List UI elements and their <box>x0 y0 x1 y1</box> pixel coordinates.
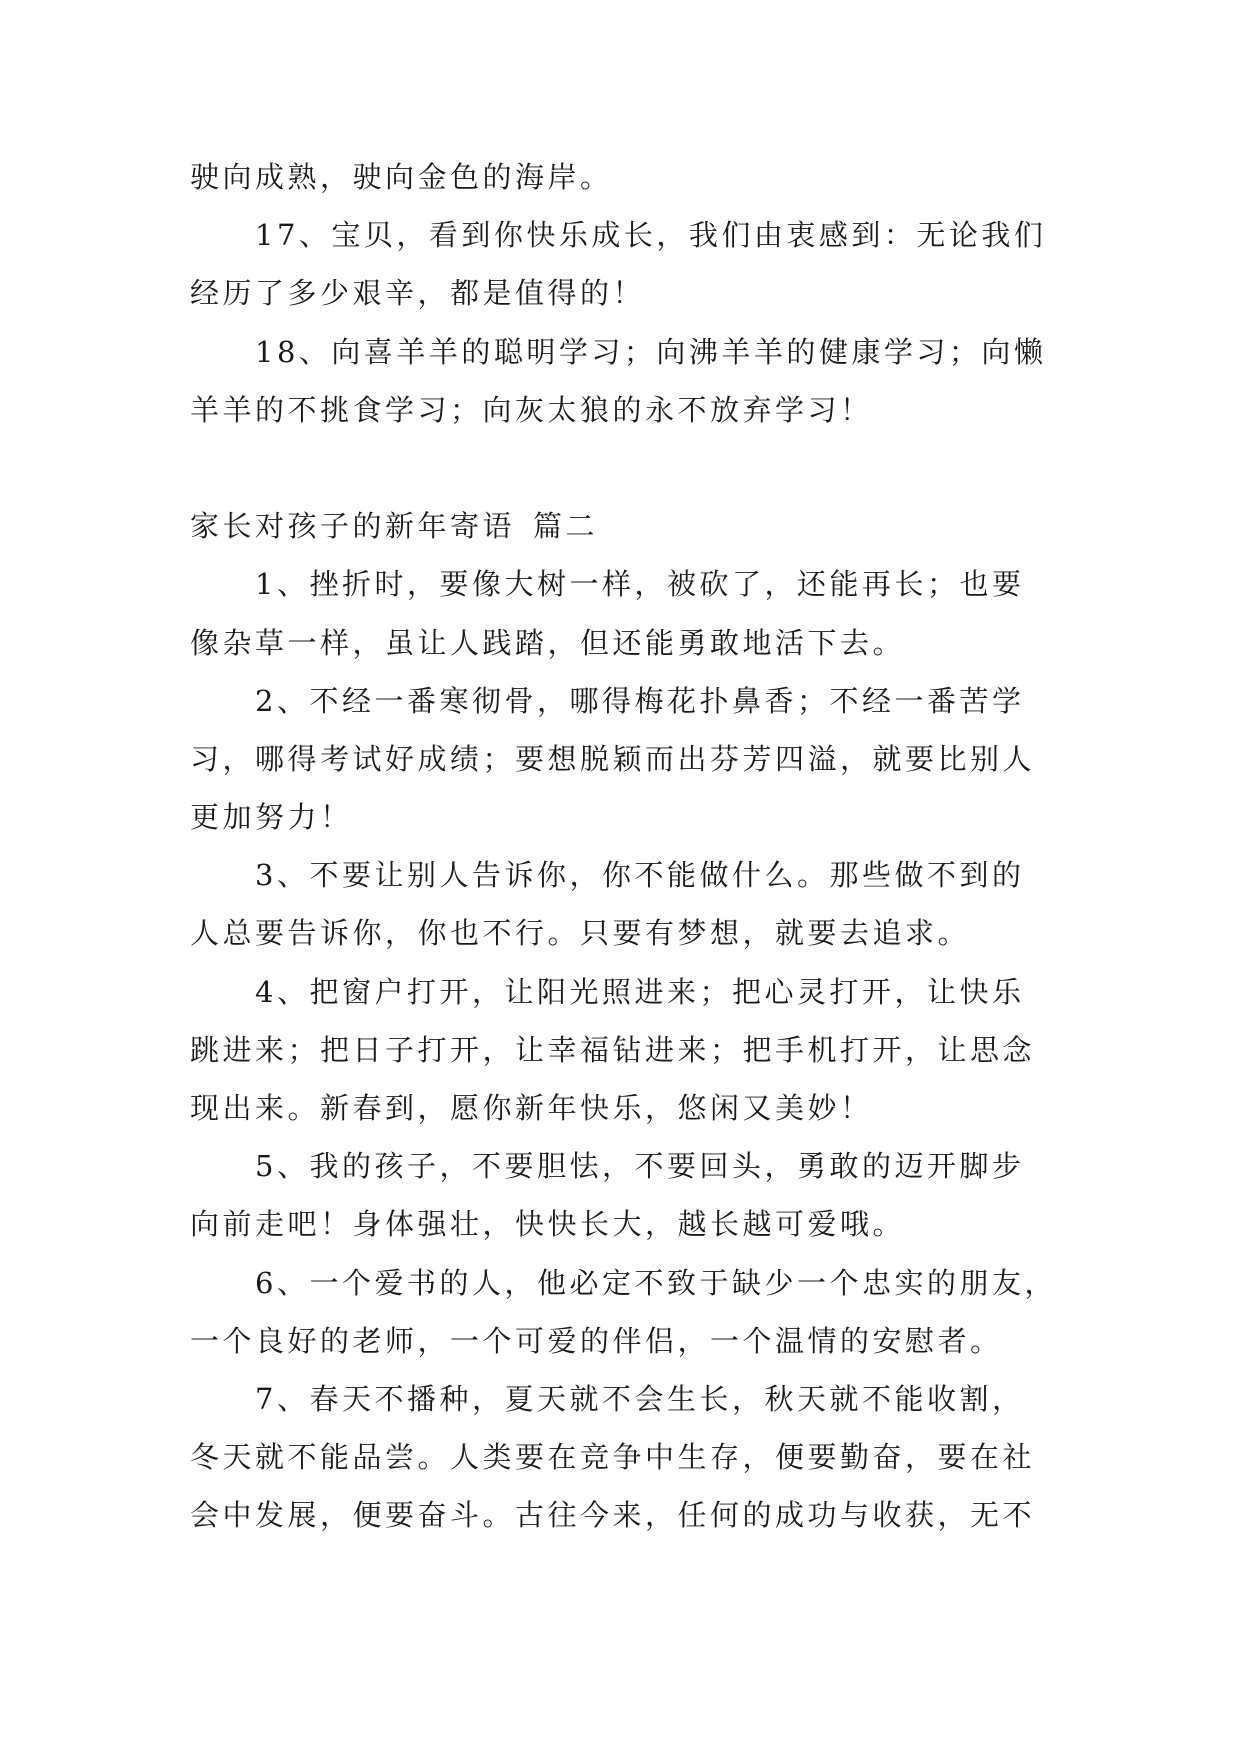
paragraph-17 <box>190 206 1050 322</box>
paragraph-4 <box>190 963 1050 1138</box>
paragraph-line: 羊羊的不挑食学习；向灰太狼的永不放弃学习！ <box>190 392 873 427</box>
paragraph-2 <box>190 672 1050 847</box>
section-spacer <box>190 439 1050 497</box>
paragraph-line: 1、挫折时，要像大树一样，被砍了，还能再长；也要 <box>255 567 1025 602</box>
paragraph-3 <box>190 846 1050 962</box>
section-heading <box>190 497 1050 555</box>
section-heading-tag: 篇二 <box>533 509 599 544</box>
paragraph-18 <box>190 323 1050 439</box>
paragraph-line: 更加努力！ <box>190 800 353 835</box>
paragraph-line: 像杂草一样，虽让人践踏，但还能勇敢地活下去。 <box>190 625 906 660</box>
paragraph-line: 7、春天不播种，夏天就不会生长，秋天就不能收割， <box>255 1381 1025 1416</box>
paragraph-line: 17、宝贝，看到你快乐成长，我们由衷感到：无论我们 <box>255 218 1047 253</box>
paragraph-line: 跳进来；把日子打开，让幸福钻进来；把手机打开，让思念 <box>190 1032 1036 1067</box>
intro-line: 驶向成熟，驶向金色的海岸。 <box>190 160 613 194</box>
paragraph-line: 一个良好的老师，一个可爱的伴侣，一个温情的安慰者。 <box>190 1323 1003 1358</box>
section-heading-title: 家长对孩子的新年寄语 <box>190 509 516 544</box>
document-page <box>190 148 1057 1545</box>
paragraph-6 <box>190 1254 1057 1370</box>
paragraph-line: 3、不要让别人告诉你，你不能做什么。那些做不到的 <box>255 858 1025 893</box>
paragraph-1 <box>190 555 1050 671</box>
paragraph-line: 冬天就不能品尝。人类要在竞争中生存，便要勤奋，要在社 <box>190 1440 1036 1475</box>
paragraph-line: 6、一个爱书的人，他必定不致于缺少一个忠实的朋友， <box>255 1265 1057 1300</box>
paragraph-line: 2、不经一番寒彻骨，哪得梅花扑鼻香；不经一番苦学 <box>255 683 1025 718</box>
paragraph-line: 人总要告诉你，你也不行。只要有梦想，就要去追求。 <box>190 916 971 951</box>
paragraph-7 <box>190 1370 1050 1545</box>
paragraph-line: 18、向喜羊羊的聪明学习；向沸羊羊的健康学习；向懒 <box>255 334 1047 369</box>
paragraph-line: 经历了多少艰辛，都是值得的！ <box>190 276 646 311</box>
paragraph-line: 5、我的孩子，不要胆怯，不要回头，勇敢的迈开脚步 <box>255 1149 1025 1184</box>
paragraph-line: 会中发展，便要奋斗。古往今来，任何的成功与收获，无不 <box>190 1498 1036 1533</box>
paragraph-line: 习，哪得考试好成绩；要想脱颖而出芬芳四溢，就要比别人 <box>190 741 1036 776</box>
paragraph-line: 向前走吧！身体强壮，快快长大，越长越可爱哦。 <box>190 1207 906 1242</box>
paragraph-5 <box>190 1137 1050 1253</box>
paragraph-line: 4、把窗户打开，让阳光照进来；把心灵打开，让快乐 <box>255 974 1025 1009</box>
paragraph-line: 现出来。新春到，愿你新年快乐，悠闲又美妙！ <box>190 1091 873 1125</box>
